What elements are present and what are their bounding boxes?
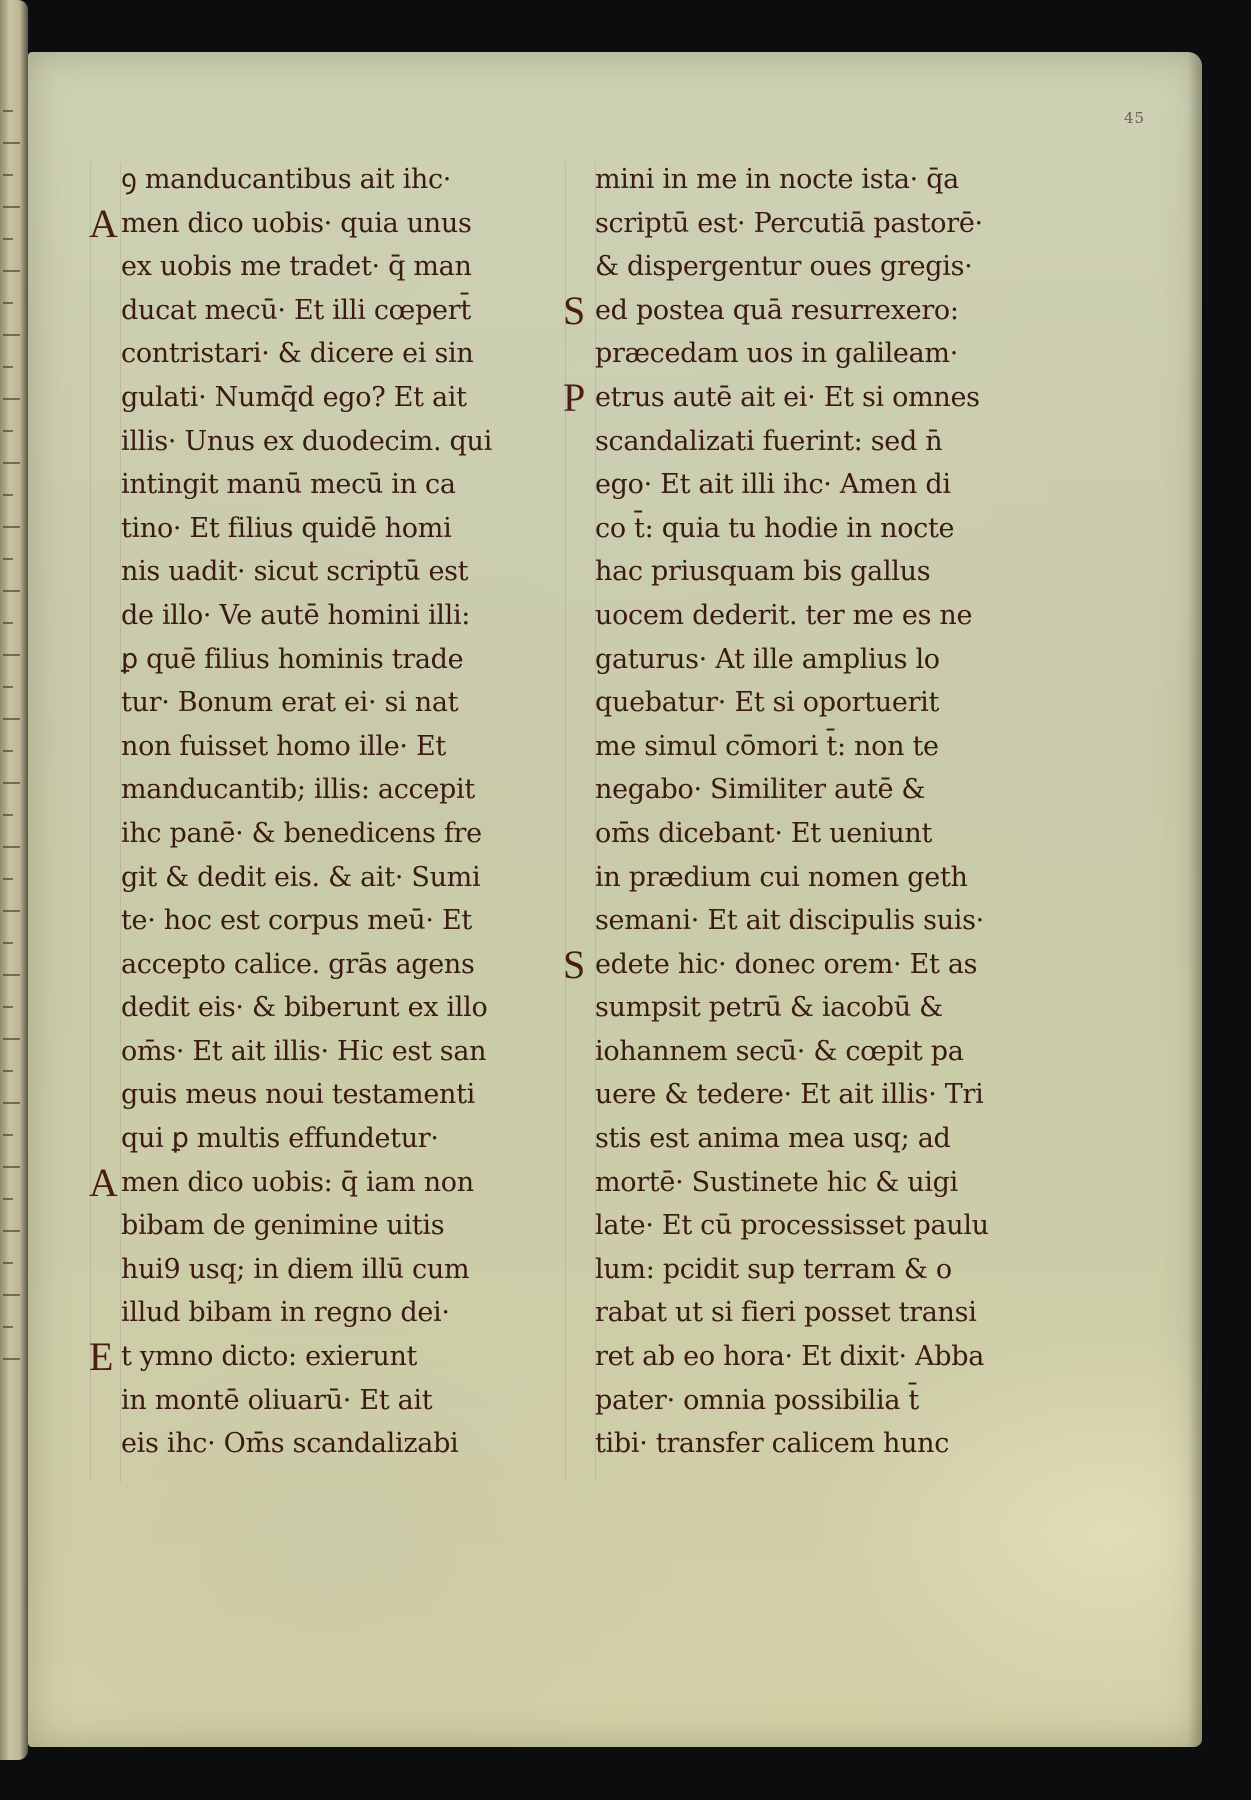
- line-text: co t̄: quia tu hodie in nocte: [595, 512, 955, 544]
- text-line: [89, 1030, 529, 1074]
- previous-page-ink-mark: [3, 814, 13, 816]
- text-line: [89, 1117, 529, 1161]
- text-line: [563, 725, 1013, 769]
- text-line: [89, 725, 529, 769]
- line-text: men dico uobis· quia unus: [121, 207, 472, 239]
- previous-page-ink-mark: [3, 366, 13, 368]
- line-text: rabat ut si fieri posset transi: [595, 1297, 977, 1329]
- text-line: [89, 1248, 529, 1292]
- text-line: [563, 1161, 1013, 1205]
- line-text: & dispergentur oues gregis·: [595, 251, 973, 283]
- previous-page-ink-mark: [3, 558, 13, 560]
- text-line: [563, 463, 1013, 507]
- previous-page-ink-mark: [3, 1134, 13, 1136]
- line-text: scandalizati fuerint: sed n̄: [595, 425, 943, 457]
- line-text: t ymno dicto: exierunt: [121, 1341, 418, 1373]
- previous-page-ink-mark: [3, 686, 13, 688]
- text-line: [563, 507, 1013, 551]
- line-text: ed postea quā resurrexero:: [595, 294, 959, 326]
- text-line: [89, 420, 529, 464]
- line-text: qui ꝑ multis effundetur·: [121, 1123, 439, 1155]
- line-text: præcedam uos in galileam·: [595, 338, 958, 370]
- text-line: [563, 943, 1013, 987]
- previous-page-ink-mark: [3, 494, 13, 496]
- line-text: tur· Bonum erat ei· si nat: [121, 687, 459, 719]
- line-text: stis est anima mea usq; ad: [595, 1123, 951, 1155]
- previous-page-ink-mark: [3, 878, 13, 880]
- line-text: ducat mecū· Et illi cœpert̄: [121, 294, 471, 326]
- previous-page-ink-mark: [3, 1166, 20, 1168]
- previous-page-ink-mark: [3, 1230, 20, 1232]
- line-text: men dico uobis: q̄ iam non: [121, 1166, 474, 1198]
- line-text: late· Et cū processisset paulu: [595, 1210, 989, 1242]
- left-text-column: [89, 158, 529, 1466]
- line-text: tibi· transfer calicem hunc: [595, 1428, 950, 1460]
- line-text: non fuisset homo ille· Et: [121, 730, 446, 762]
- text-line: [563, 812, 1013, 856]
- line-text: illis· Unus ex duodecim. qui: [121, 425, 492, 457]
- previous-page-edge: [0, 0, 28, 1760]
- line-text: edete hic· donec orem· Et as: [595, 948, 978, 980]
- previous-page-ink-mark: [3, 302, 13, 304]
- text-line: [563, 899, 1013, 943]
- text-line: [563, 1422, 1013, 1466]
- line-text: ꝯ manducantibus ait ihc·: [121, 164, 452, 195]
- text-line: [563, 1117, 1013, 1161]
- previous-page-ink-mark: [3, 1262, 13, 1264]
- line-text: uere & tedere· Et ait illis· Tri: [595, 1079, 984, 1111]
- line-text: ego· Et ait illi ihc· Amen di: [595, 469, 951, 501]
- text-line: [563, 986, 1013, 1030]
- right-text-column: [563, 158, 1013, 1466]
- previous-page-ink-mark: [3, 622, 13, 624]
- text-line: [563, 289, 1013, 333]
- initial-letter: A: [89, 1159, 118, 1205]
- line-text: contristari· & dicere ei sin: [121, 338, 474, 370]
- previous-page-ink-mark: [3, 1326, 13, 1328]
- line-text: de illo· Ve autē homini illi:: [121, 599, 471, 631]
- previous-page-ink-mark: [3, 1358, 20, 1360]
- previous-page-ink-mark: [3, 110, 13, 112]
- text-line: [89, 376, 529, 420]
- manuscript-folio: [28, 52, 1202, 1747]
- line-text: guis meus noui testamenti: [121, 1079, 475, 1111]
- line-text: te· hoc est corpus meū· Et: [121, 905, 472, 937]
- text-line: [89, 1161, 529, 1205]
- text-line: [563, 638, 1013, 682]
- text-line: [89, 943, 529, 987]
- text-line: [563, 1379, 1013, 1423]
- text-line: [563, 1291, 1013, 1335]
- text-line: [89, 986, 529, 1030]
- text-line: [563, 202, 1013, 246]
- line-text: iohannem secū· & cœpit pa: [595, 1035, 964, 1067]
- initial-letter: P: [563, 374, 585, 420]
- initial-letter: S: [563, 941, 585, 987]
- line-text: uocem dederit. ter me es ne: [595, 599, 973, 631]
- text-line: [563, 856, 1013, 900]
- line-text: sumpsit petrū & iacobū &: [595, 992, 943, 1024]
- text-line: [89, 681, 529, 725]
- line-text: negabo· Similiter autē &: [595, 774, 926, 806]
- line-text: hac priusquam bis gallus: [595, 556, 931, 588]
- previous-page-ink-mark: [3, 1006, 13, 1008]
- initial-letter: E: [89, 1334, 114, 1380]
- line-text: me simul cōmori t̄: non te: [595, 730, 939, 762]
- folio-number: 45: [1124, 109, 1146, 127]
- text-line: [89, 202, 529, 246]
- line-text: illud bibam in regno dei·: [121, 1297, 450, 1329]
- line-text: semani· Et ait discipulis suis·: [595, 905, 984, 937]
- line-text: etrus autē ait ei· Et si omnes: [595, 381, 980, 413]
- text-line: [89, 463, 529, 507]
- text-line: [89, 289, 529, 333]
- text-line: [89, 594, 529, 638]
- previous-page-ink-mark: [3, 1038, 20, 1040]
- line-text: ꝑ quē filius hominis trade: [121, 643, 464, 675]
- line-text: in montē oliuarū· Et ait: [121, 1384, 433, 1416]
- text-line: [563, 550, 1013, 594]
- previous-page-ink-mark: [3, 334, 20, 336]
- line-text: in prædium cui nomen geth: [595, 861, 968, 893]
- text-line: [563, 1204, 1013, 1248]
- previous-page-ink-mark: [3, 1070, 13, 1072]
- previous-page-ink-mark: [3, 1198, 13, 1200]
- previous-page-ink-mark: [3, 238, 13, 240]
- text-line: [89, 899, 529, 943]
- initial-letter: S: [563, 287, 585, 333]
- line-text: hui9 usq; in diem illū cum: [121, 1253, 470, 1285]
- text-line: [89, 507, 529, 551]
- previous-page-ink-mark: [3, 782, 20, 784]
- text-line: [563, 1030, 1013, 1074]
- previous-page-ink-mark: [3, 398, 20, 400]
- text-line: [89, 1335, 529, 1379]
- line-text: scriptū est· Percutiā pastorē·: [595, 207, 983, 239]
- line-text: pater· omnia possibilia t̄: [595, 1384, 919, 1416]
- line-text: eis ihc· Om̄s scandalizabi: [121, 1428, 459, 1460]
- previous-page-ink-mark: [3, 270, 20, 272]
- text-line: [89, 1422, 529, 1466]
- line-text: accepto calice. grās agens: [121, 948, 475, 980]
- previous-page-ink-mark: [3, 526, 20, 528]
- previous-page-ink-mark: [3, 462, 20, 464]
- previous-page-ink-mark: [3, 206, 20, 208]
- line-text: om̄s dicebant· Et ueniunt: [595, 817, 933, 849]
- line-text: mini in me in nocte ista· q̄a: [595, 164, 959, 195]
- previous-page-ink-mark: [3, 910, 20, 912]
- line-text: git & dedit eis. & ait· Sumi: [121, 861, 481, 893]
- text-line: [563, 245, 1013, 289]
- previous-page-ink-mark: [3, 846, 20, 848]
- text-line: [89, 245, 529, 289]
- previous-page-ink-mark: [3, 750, 13, 752]
- text-line: [563, 332, 1013, 376]
- text-line: [563, 1248, 1013, 1292]
- text-line: [563, 1335, 1013, 1379]
- line-text: nis uadit· sicut scriptū est: [121, 556, 469, 588]
- text-line: [89, 550, 529, 594]
- line-text: dedit eis· & biberunt ex illo: [121, 992, 488, 1024]
- text-line: [89, 812, 529, 856]
- text-line: [89, 768, 529, 812]
- text-line: [563, 594, 1013, 638]
- text-line: [563, 1073, 1013, 1117]
- line-text: bibam de genimine uitis: [121, 1210, 445, 1242]
- line-text: ret ab eo hora· Et dixit· Abba: [595, 1341, 985, 1373]
- previous-page-ink-mark: [3, 430, 13, 432]
- previous-page-ink-mark: [3, 654, 20, 656]
- previous-page-ink-mark: [3, 174, 13, 176]
- text-line: [563, 158, 1013, 202]
- initial-letter: A: [89, 200, 118, 246]
- line-text: intingit manū mecū in ca: [121, 469, 456, 501]
- previous-page-ink-mark: [3, 974, 20, 976]
- line-text: lum: pcidit sup terram & o: [595, 1253, 952, 1285]
- line-text: om̄s· Et ait illis· Hic est san: [121, 1035, 487, 1067]
- previous-page-ink-mark: [3, 1294, 20, 1296]
- text-line: [89, 856, 529, 900]
- previous-page-ink-mark: [3, 942, 13, 944]
- line-text: gulati· Numq̄d ego? Et ait: [121, 381, 467, 413]
- line-text: tino· Et filius quidē homi: [121, 512, 452, 544]
- line-text: ex uobis me tradet· q̄ man: [121, 251, 472, 283]
- previous-page-ink-mark: [3, 590, 20, 592]
- text-line: [89, 1291, 529, 1335]
- line-text: mortē· Sustinete hic & uigi: [595, 1166, 958, 1198]
- line-text: ihc panē· & benedicens fre: [121, 817, 482, 849]
- text-line: [89, 1204, 529, 1248]
- line-text: quebatur· Et si oportuerit: [595, 687, 940, 719]
- line-text: manducantib; illis: accepit: [121, 774, 475, 806]
- text-line: [89, 332, 529, 376]
- text-line: [563, 768, 1013, 812]
- text-line: [563, 420, 1013, 464]
- text-line: [89, 638, 529, 682]
- text-line: [89, 1379, 529, 1423]
- previous-page-ink-mark: [3, 718, 20, 720]
- previous-page-ink-mark: [3, 1102, 20, 1104]
- text-line: [89, 158, 529, 202]
- text-line: [89, 1073, 529, 1117]
- previous-page-ink-mark: [3, 142, 20, 144]
- text-line: [563, 376, 1013, 420]
- text-line: [563, 681, 1013, 725]
- line-text: gaturus· At ille amplius lo: [595, 643, 940, 675]
